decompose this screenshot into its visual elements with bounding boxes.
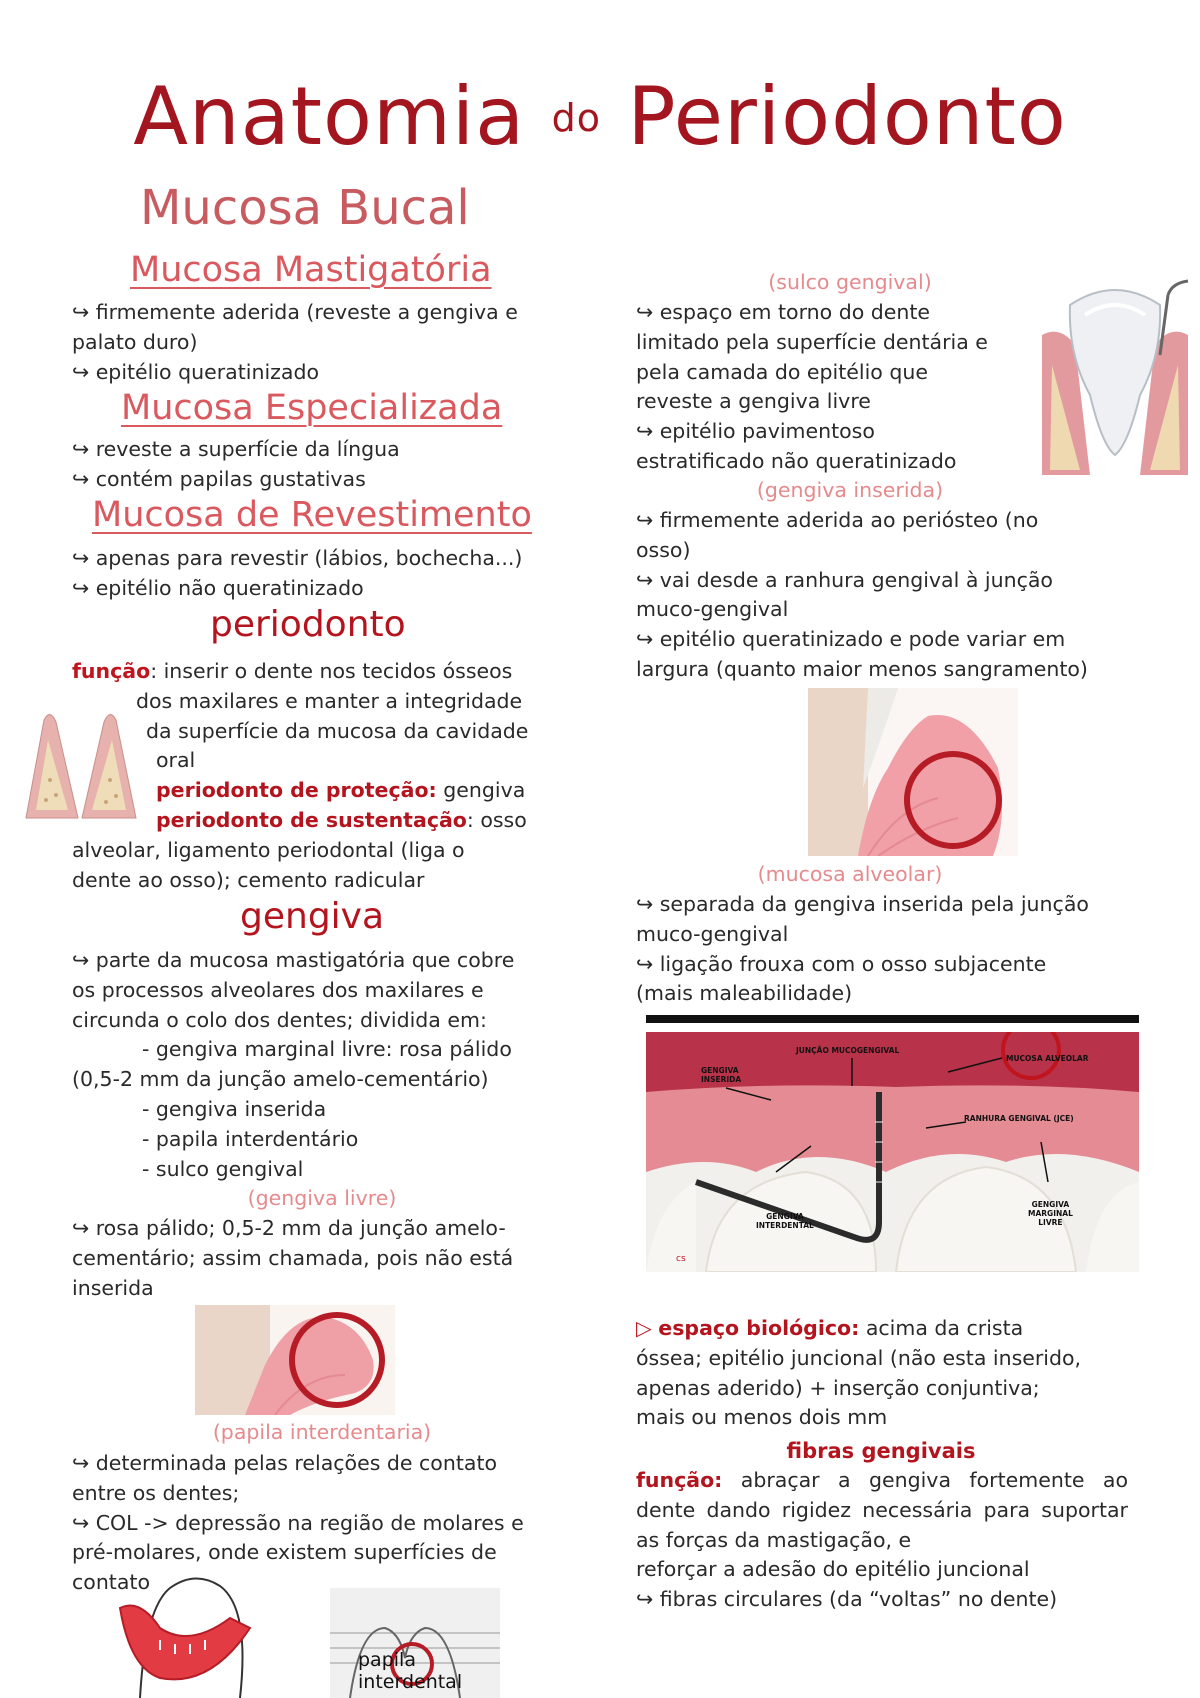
heading-mastigatoria: Mucosa Mastigatória xyxy=(130,250,492,290)
text-line: gengiva xyxy=(436,778,526,803)
alveolar-text xyxy=(636,890,1156,1009)
text-line: oral xyxy=(156,748,196,773)
text-line: ↪ firmemente aderida ao periósteo (no xyxy=(636,508,1039,532)
label-line: GENGIVA xyxy=(1031,1200,1070,1209)
label-line: INSERIDA xyxy=(701,1075,742,1084)
text-line: palato duro) xyxy=(72,329,198,354)
text-line: reforçar a adesão do epitélio juncional xyxy=(636,1557,1030,1582)
text-line: ↪ reveste a superfície da língua xyxy=(72,437,400,461)
text-line: ↪ espaço em torno do dente xyxy=(636,300,931,324)
triangle-icon: ▷ xyxy=(636,1316,652,1340)
photo-label-juncao: JUNÇÃO MUCOGENGIVAL xyxy=(796,1046,900,1055)
text-line: mais ou menos dois mm xyxy=(636,1405,888,1430)
text-line: acima da crista xyxy=(859,1316,1024,1340)
fibras-funcao-label: função: xyxy=(636,1468,723,1492)
text-line: ↪ epitélio queratinizado e pode variar em xyxy=(636,627,1066,652)
caption-alveolar: (mucosa alveolar) xyxy=(757,862,943,886)
mucosa-alveolar-image xyxy=(808,688,1018,856)
label-line: GENGIVA xyxy=(766,1212,804,1221)
fibras-paragraph xyxy=(636,1466,1128,1555)
heading-especializada: Mucosa Especializada xyxy=(121,388,503,428)
text-line: ↪ firmemente aderida (reveste a gengiva e xyxy=(72,300,518,324)
text-line: ↪ ligação frouxa com o osso subjacente xyxy=(636,951,1047,976)
text-line: óssea; epitélio juncional (não esta inserido, xyxy=(636,1345,1082,1370)
text-line: contato xyxy=(72,1570,150,1595)
inserida-text xyxy=(636,506,1156,685)
text-line: pela camada do epitélio que xyxy=(636,359,928,384)
text-line: cementário; assim chamada, pois não está xyxy=(72,1245,514,1270)
text-line: ↪ fibras circulares (da “voltas” no dente) xyxy=(636,1587,1058,1612)
title-right: Periodonto xyxy=(627,70,1067,163)
col-illustration xyxy=(100,1568,270,1698)
text-line: ↪ rosa pálido; 0,5-2 mm da junção amelo- xyxy=(72,1216,506,1240)
photo-label-interdental xyxy=(756,1212,814,1230)
funcao-label: função xyxy=(72,659,151,683)
text-line: (0,5-2 mm da junção amelo-cementário) xyxy=(72,1067,489,1092)
papila-interdental-diagram xyxy=(330,1588,500,1698)
heading-periodonto: periodonto xyxy=(210,604,406,645)
interdental-label: interdental xyxy=(358,1671,463,1693)
text-line: inserida xyxy=(72,1275,154,1300)
text-line: ↪ epitélio pavimentoso xyxy=(636,419,875,444)
sulco-text xyxy=(636,298,1056,477)
label-line: INTERDENTAL xyxy=(756,1221,814,1230)
page-title xyxy=(0,70,1200,163)
text-line: largura (quanto maior menos sangramento) xyxy=(636,656,1088,681)
text-line: ↪ apenas para revestir (lábios, bochecha...) xyxy=(72,546,523,570)
text-line: ↪ vai desde a ranhura gengival à junção xyxy=(636,567,1053,592)
text-line: pré-molares, onde existem superfícies de xyxy=(72,1540,497,1565)
photo-label-marginal xyxy=(1028,1200,1073,1227)
clinical-photo xyxy=(646,1032,1139,1272)
heading-mucosa-bucal: Mucosa Bucal xyxy=(140,180,470,236)
text-line: muco-gengival xyxy=(636,921,789,946)
photo-label-ranhura: RANHURA GENGIVAL (JCE) xyxy=(964,1114,1074,1123)
text-line: ↪ epitélio queratinizado xyxy=(72,359,320,384)
text-line: ↪ COL -> depressão na região de molares e xyxy=(72,1510,524,1535)
text-line: limitado pela superfície dentária e xyxy=(636,329,988,354)
text-line: estratificado não queratinizado xyxy=(636,448,957,473)
text-line: : osso xyxy=(466,807,527,832)
text-line: ↪ parte da mucosa mastigatória que cobre xyxy=(72,948,515,972)
text-line: da superfície da mucosa da cavidade xyxy=(146,718,529,743)
protecao-label: periodonto de proteção: xyxy=(156,778,437,803)
heading-gengiva: gengiva xyxy=(240,896,385,937)
title-connector: do xyxy=(551,96,601,141)
photo-corner-mark: cs xyxy=(676,1254,686,1264)
text-line: dente ao osso); cemento radicular xyxy=(72,867,425,892)
periodonto-text xyxy=(72,657,592,895)
title-left: Anatomia xyxy=(133,70,526,163)
papila-label: papila xyxy=(358,1649,416,1671)
sustentacao-label: periodonto de sustentação xyxy=(156,807,467,832)
especializada-text xyxy=(72,435,572,495)
tooth-probe-illustration xyxy=(1040,275,1190,475)
caption-inserida: (gengiva inserida) xyxy=(756,478,944,502)
fibras-text xyxy=(636,1466,1128,1615)
text-line: ↪ contém papilas gustativas xyxy=(72,466,366,491)
caption-papila: (papila interdentaria) xyxy=(212,1420,432,1444)
text-line: os processos alveolares dos maxilares e xyxy=(72,977,484,1002)
list-item: - gengiva inserida xyxy=(142,1096,327,1121)
text-line: ↪ determinada pelas relações de contato xyxy=(72,1451,498,1475)
espaco-text xyxy=(636,1314,1156,1433)
papila-image xyxy=(195,1305,395,1415)
text-line: ↪ epitélio não queratinizado xyxy=(72,575,364,600)
label-line: LIVRE xyxy=(1038,1218,1063,1227)
text-line: ↪ separada da gengiva inserida pela junção xyxy=(636,892,1089,916)
gengiva-livre-text xyxy=(72,1214,592,1303)
list-item: - papila interdentário xyxy=(142,1126,359,1151)
espaco-label: espaço biológico: xyxy=(658,1316,860,1340)
list-item: - sulco gengival xyxy=(142,1156,304,1181)
mastigatoria-text xyxy=(72,298,572,387)
revestimento-text xyxy=(72,544,592,604)
text-line: alveolar, ligamento periodontal (liga o xyxy=(72,837,465,862)
gengiva-text xyxy=(72,946,592,1184)
text-line: muco-gengival xyxy=(636,597,789,622)
caption-gengiva-livre: (gengiva livre) xyxy=(247,1186,397,1210)
heading-fibras: fibras gengivais xyxy=(786,1439,976,1463)
text-line: abraçar a gengiva fortemente ao dente dando rigidez necessária para suportar as forças da mastigação, e xyxy=(636,1468,1128,1552)
text-line: apenas aderido) + inserção conjuntiva; xyxy=(636,1375,1040,1400)
caption-sulco: (sulco gengival) xyxy=(768,270,932,294)
text-line: circunda o colo dos dentes; dividida em: xyxy=(72,1007,487,1032)
photo-label-mucosa: MUCOSA ALVEOLAR xyxy=(1006,1054,1089,1063)
heading-revestimento: Mucosa de Revestimento xyxy=(92,495,532,535)
text-line: osso) xyxy=(636,537,691,562)
text-line: reveste a gengiva livre xyxy=(636,389,871,414)
label-line: MARGINAL xyxy=(1028,1209,1073,1218)
photo-top-bar xyxy=(646,1015,1139,1023)
label-line: GENGIVA xyxy=(701,1066,739,1075)
text-line: (mais maleabilidade) xyxy=(636,981,853,1006)
photo-label-inserida xyxy=(701,1066,741,1084)
list-item: - gengiva marginal livre: rosa pálido xyxy=(142,1037,512,1062)
text-line: entre os dentes; xyxy=(72,1480,240,1505)
text-line: dos maxilares e manter a integridade xyxy=(136,688,523,713)
text-line: : inserir o dente nos tecidos ósseos xyxy=(150,659,513,683)
